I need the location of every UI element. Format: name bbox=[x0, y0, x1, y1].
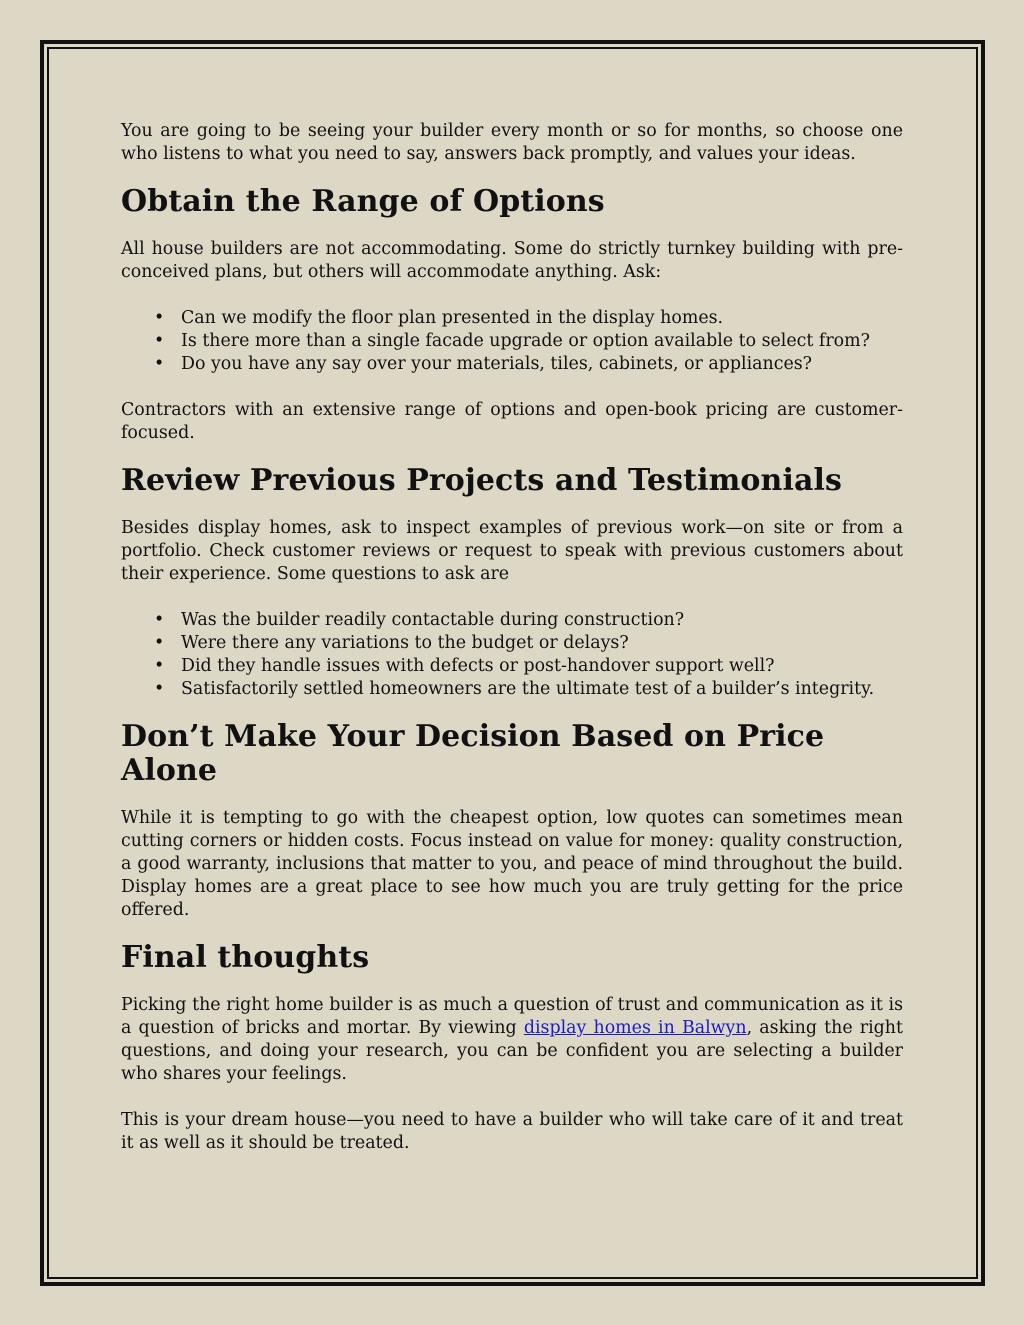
list-item: • Is there more than a single facade upgrade or option available to select from? bbox=[181, 330, 903, 353]
list-item: • Do you have any say over your materials, tiles, cabinets, or appliances? bbox=[181, 353, 903, 376]
projects-paragraph: Besides display homes, ask to inspect examples of previous work—on site or from a portfolio. Check customer reviews or request to speak with previous customers about their experience. Some questions to ask are bbox=[121, 518, 903, 584]
final-paragraph-text-start: Picking the right home builder is as much a question of trust and communication as it is a question of bricks and mortar. By viewing bbox=[121, 995, 903, 1038]
list-item: • Did they handle issues with defects or post-handover support well? bbox=[181, 655, 903, 678]
section-heading-price: Don’t Make Your Decision Based on Price Alone bbox=[121, 719, 825, 788]
projects-question-list bbox=[121, 609, 903, 701]
document-body bbox=[121, 120, 903, 1155]
list-item: • Satisfactorily settled homeowners are the ultimate test of a builder’s integrity. bbox=[181, 678, 903, 701]
options-paragraph: All house builders are not accommodating. Some do strictly turnkey building with pre-conceived plans, but others will accommodate anything. Ask: bbox=[121, 239, 903, 282]
intro-paragraph: You are going to be seeing your builder every month or so for months, so choose one who listens to what you need to say, answers back promptly, and values your ideas. bbox=[121, 121, 903, 164]
list-item: • Were there any variations to the budget or delays? bbox=[181, 632, 903, 655]
list-item: • Can we modify the floor plan presented in the display homes. bbox=[181, 307, 903, 330]
section-heading-projects: Review Previous Projects and Testimonials bbox=[121, 463, 842, 498]
section-heading-options: Obtain the Range of Options bbox=[121, 184, 605, 219]
final-paragraph-text-end: , asking the right questions, and doing your research, you can be confident you are selecting a builder who shares your feelings. bbox=[121, 1018, 903, 1084]
section-heading-final: Final thoughts bbox=[121, 940, 370, 975]
closing-paragraph: This is your dream house—you need to have a builder who will take care of it and treat it as well as it should be treated. bbox=[121, 1110, 903, 1153]
options-conclusion-paragraph: Contractors with an extensive range of options and open-book pricing are customer-focused. bbox=[121, 400, 903, 443]
price-paragraph: While it is tempting to go with the cheapest option, low quotes can sometimes mean cutting corners or hidden costs. Focus instead on value for money: quality construction, a good warranty, inclusions that matter to you, and peace of mind throughout the build. Display homes are a great place to see how much you are truly getting for the price offered. bbox=[121, 808, 903, 920]
list-item: • Was the builder readily contactable during construction? bbox=[181, 609, 903, 632]
final-paragraph bbox=[121, 994, 903, 1086]
display-homes-link[interactable]: display homes in Balwyn bbox=[523, 1018, 747, 1038]
options-question-list bbox=[121, 307, 903, 376]
